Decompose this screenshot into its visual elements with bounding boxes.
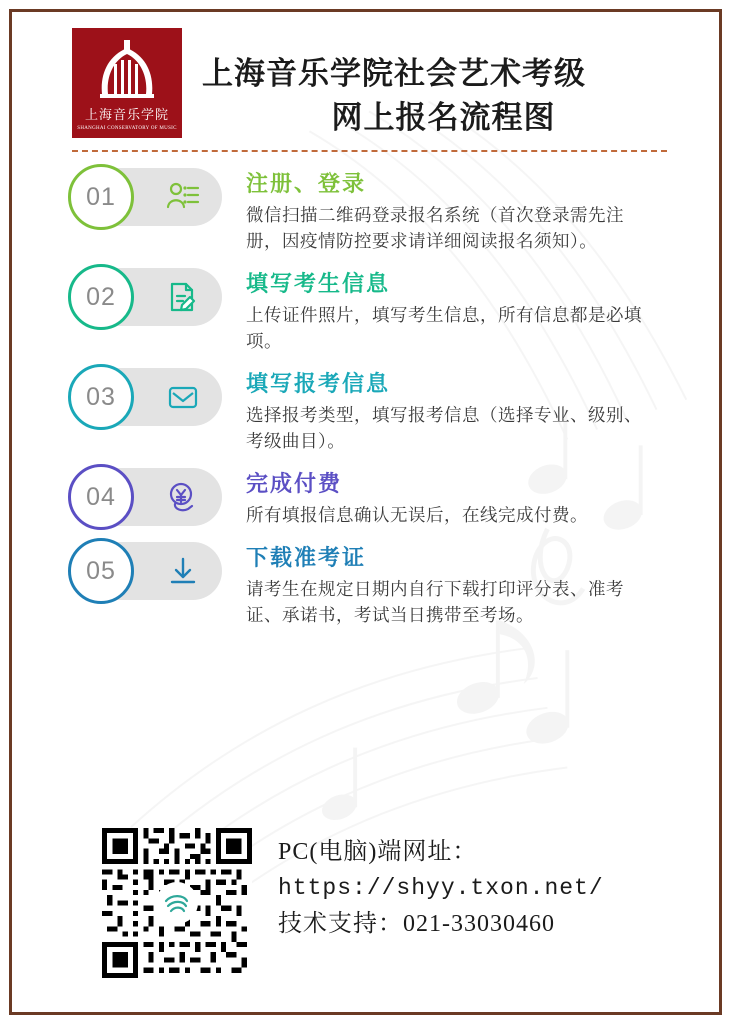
download-icon xyxy=(166,554,200,588)
title-line-2: 网上报名流程图 xyxy=(331,100,556,135)
pc-url-label: PC(电脑)端网址： xyxy=(278,839,478,865)
poster-content xyxy=(12,12,719,1012)
shanghai-conservatory-of-music-logo xyxy=(72,28,182,138)
step-05-title: 下载准考证 xyxy=(246,545,367,570)
steps-list xyxy=(12,152,719,628)
step-03-desc: 选择报考类型，填写报考信息（选择专业、级别、考级曲目）。 xyxy=(246,405,642,451)
step-item xyxy=(72,542,685,628)
step-03-title: 填写报考信息 xyxy=(246,371,391,396)
envelope-icon xyxy=(166,380,200,414)
step-05-number: 05 xyxy=(68,538,134,604)
step-item xyxy=(72,168,685,254)
qr-center-logo xyxy=(156,882,198,924)
wechat-qr-code[interactable] xyxy=(102,828,252,978)
title-line-1: 上海音乐学院社会艺术考级 xyxy=(202,56,586,91)
step-04-desc: 所有填报信息确认无误后，在线完成付费。 xyxy=(246,505,588,525)
step-05-pill xyxy=(72,542,222,600)
step-04-pill xyxy=(72,468,222,526)
step-04-text xyxy=(246,468,685,528)
step-01-text xyxy=(246,168,685,254)
step-02-title: 填写考生信息 xyxy=(246,271,391,296)
step-01-desc: 微信扫描二维码登录报名系统（首次登录需先注册，因疫情防控要求请详细阅读报名须知）。 xyxy=(246,205,624,251)
step-item xyxy=(72,468,685,528)
title-block xyxy=(198,28,689,140)
step-05-text xyxy=(246,542,685,628)
step-01-number: 01 xyxy=(68,164,134,230)
step-01-title: 注册、登录 xyxy=(246,171,367,196)
step-05-desc: 请考生在规定日期内自行下载打印评分表、准考证、承诺书，考试当日携带至考场。 xyxy=(246,579,624,625)
step-02-pill xyxy=(72,268,222,326)
step-item xyxy=(72,268,685,354)
step-02-text xyxy=(246,268,685,354)
step-03-pill xyxy=(72,368,222,426)
step-03-text xyxy=(246,368,685,454)
svg-text:上海音乐学院: 上海音乐学院 xyxy=(84,107,170,122)
step-item xyxy=(72,368,685,454)
svg-text:SHANGHAI CONSERVATORY OF MUSIC: SHANGHAI CONSERVATORY OF MUSIC xyxy=(77,126,177,131)
footer-text xyxy=(278,828,604,942)
tech-support-line: 技术支持：021-33030460 xyxy=(278,911,555,937)
payment-yuan-icon xyxy=(166,480,200,514)
user-list-icon xyxy=(166,180,200,214)
footer xyxy=(12,828,719,978)
step-02-number: 02 xyxy=(68,264,134,330)
step-04-title: 完成付费 xyxy=(246,471,343,496)
step-02-desc: 上传证件照片，填写考生信息，所有信息都是必填项。 xyxy=(246,305,642,351)
step-04-number: 04 xyxy=(68,464,134,530)
header xyxy=(12,12,719,140)
poster-frame xyxy=(9,9,722,1015)
pc-url-value[interactable]: https://shyy.txon.net/ xyxy=(278,875,604,901)
edit-document-icon xyxy=(166,280,200,314)
step-01-pill xyxy=(72,168,222,226)
step-03-number: 03 xyxy=(68,364,134,430)
